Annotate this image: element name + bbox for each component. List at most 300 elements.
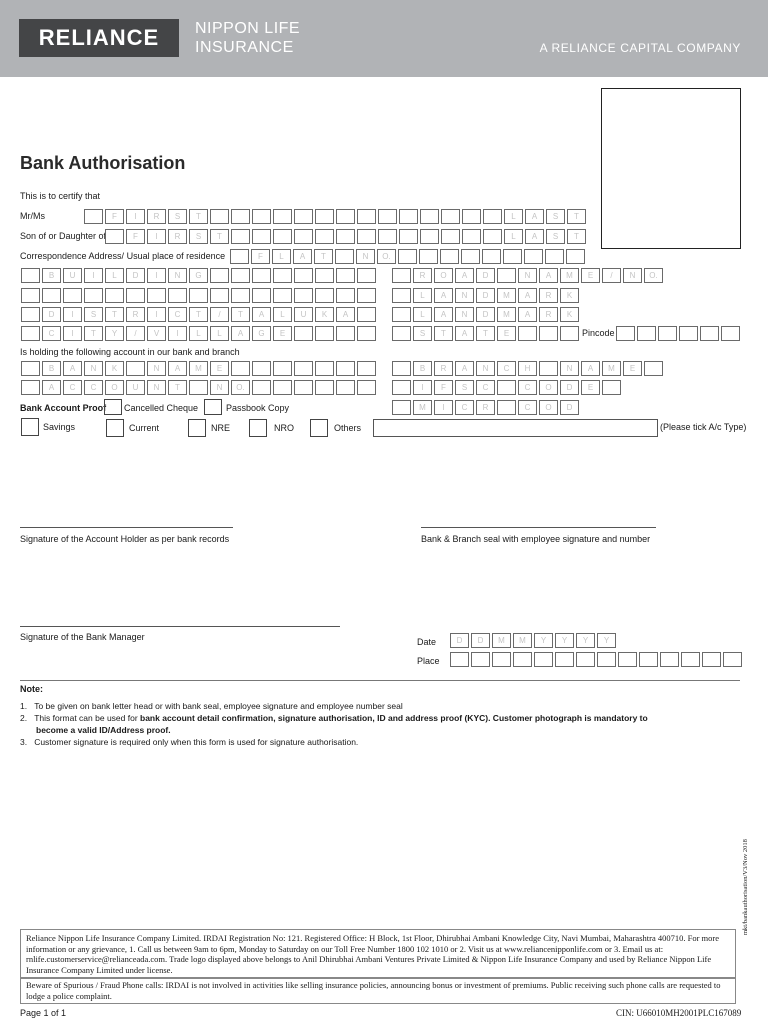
char-box[interactable] — [399, 229, 418, 244]
char-box[interactable]: Y — [576, 633, 595, 648]
char-box[interactable]: R — [434, 361, 453, 376]
char-box[interactable]: M — [497, 288, 516, 303]
char-box[interactable]: T — [189, 209, 208, 224]
char-box[interactable] — [252, 229, 271, 244]
char-box[interactable]: E — [581, 268, 600, 283]
ifsc-code-boxes[interactable] — [392, 380, 623, 395]
char-box[interactable]: T — [84, 326, 103, 341]
char-box[interactable]: N — [210, 380, 229, 395]
char-box[interactable] — [602, 380, 621, 395]
seal-line[interactable] — [421, 527, 656, 528]
char-box[interactable] — [419, 249, 438, 264]
char-box[interactable] — [378, 209, 397, 224]
char-box[interactable] — [392, 400, 411, 415]
cancelled-cheque-checkbox[interactable] — [104, 399, 122, 415]
char-box[interactable] — [392, 326, 411, 341]
char-box[interactable] — [723, 652, 742, 667]
char-box[interactable] — [440, 249, 459, 264]
char-box[interactable]: S — [189, 229, 208, 244]
char-box[interactable]: R — [126, 307, 145, 322]
char-box[interactable]: V — [147, 326, 166, 341]
char-box[interactable]: I — [434, 400, 453, 415]
char-box[interactable]: A — [434, 307, 453, 322]
char-box[interactable] — [336, 361, 355, 376]
char-box[interactable] — [231, 268, 250, 283]
char-box[interactable]: T — [168, 380, 187, 395]
char-box[interactable] — [357, 380, 376, 395]
char-box[interactable]: E — [581, 380, 600, 395]
char-box[interactable]: K — [560, 307, 579, 322]
char-box[interactable]: O — [434, 268, 453, 283]
landmark1-boxes[interactable] — [392, 288, 581, 303]
branch-name-boxes[interactable] — [392, 361, 665, 376]
char-box[interactable]: S — [84, 307, 103, 322]
char-box[interactable] — [315, 209, 334, 224]
char-box[interactable] — [357, 326, 376, 341]
char-box[interactable] — [21, 380, 40, 395]
parent-name-boxes[interactable] — [105, 229, 588, 244]
char-box[interactable]: D — [450, 633, 469, 648]
char-box[interactable]: E — [497, 326, 516, 341]
char-box[interactable]: L — [272, 249, 291, 264]
char-box[interactable]: D — [471, 633, 490, 648]
char-box[interactable] — [336, 268, 355, 283]
char-box[interactable]: F — [251, 249, 270, 264]
char-box[interactable]: L — [413, 288, 432, 303]
char-box[interactable] — [336, 326, 355, 341]
char-box[interactable] — [441, 229, 460, 244]
char-box[interactable]: C — [42, 326, 61, 341]
char-box[interactable]: D — [560, 380, 579, 395]
char-box[interactable] — [105, 288, 124, 303]
char-box[interactable] — [315, 326, 334, 341]
char-box[interactable] — [21, 288, 40, 303]
char-box[interactable] — [336, 380, 355, 395]
char-box[interactable] — [681, 652, 700, 667]
char-box[interactable]: N — [560, 361, 579, 376]
char-box[interactable]: M — [413, 400, 432, 415]
char-box[interactable]: R — [476, 400, 495, 415]
char-box[interactable] — [616, 326, 635, 341]
char-box[interactable] — [545, 249, 564, 264]
char-box[interactable] — [539, 361, 558, 376]
char-box[interactable]: A — [518, 288, 537, 303]
char-box[interactable]: M — [513, 633, 532, 648]
char-box[interactable] — [618, 652, 637, 667]
char-box[interactable]: C — [168, 307, 187, 322]
char-box[interactable] — [398, 249, 417, 264]
char-box[interactable] — [147, 288, 166, 303]
char-box[interactable]: N — [476, 361, 495, 376]
char-box[interactable] — [357, 288, 376, 303]
char-box[interactable]: L — [189, 326, 208, 341]
char-box[interactable] — [378, 229, 397, 244]
char-box[interactable]: K — [105, 361, 124, 376]
char-box[interactable]: L — [210, 326, 229, 341]
char-box[interactable] — [294, 268, 313, 283]
char-box[interactable]: A — [455, 361, 474, 376]
char-box[interactable]: M — [492, 633, 511, 648]
char-box[interactable] — [273, 380, 292, 395]
char-box[interactable] — [392, 268, 411, 283]
char-box[interactable] — [441, 209, 460, 224]
char-box[interactable]: A — [525, 209, 544, 224]
char-box[interactable]: B — [42, 268, 61, 283]
char-box[interactable]: A — [525, 229, 544, 244]
char-box[interactable]: A — [231, 326, 250, 341]
char-box[interactable] — [21, 307, 40, 322]
char-box[interactable] — [336, 209, 355, 224]
char-box[interactable] — [450, 652, 469, 667]
char-box[interactable]: N — [518, 268, 537, 283]
char-box[interactable] — [462, 229, 481, 244]
char-box[interactable] — [335, 249, 354, 264]
char-box[interactable]: G — [189, 268, 208, 283]
char-box[interactable]: Y — [597, 633, 616, 648]
char-box[interactable]: N — [623, 268, 642, 283]
char-box[interactable] — [84, 209, 103, 224]
char-box[interactable] — [399, 209, 418, 224]
micr-code-boxes[interactable] — [392, 400, 581, 415]
char-box[interactable]: Y — [105, 326, 124, 341]
char-box[interactable]: S — [413, 326, 432, 341]
char-box[interactable]: C — [476, 380, 495, 395]
char-box[interactable]: S — [455, 380, 474, 395]
char-box[interactable]: I — [126, 209, 145, 224]
char-box[interactable]: N — [356, 249, 375, 264]
char-box[interactable] — [658, 326, 677, 341]
bank-name-boxes[interactable] — [21, 361, 378, 376]
char-box[interactable]: Y — [534, 633, 553, 648]
char-box[interactable] — [294, 288, 313, 303]
char-box[interactable]: T — [434, 326, 453, 341]
char-box[interactable]: T — [189, 307, 208, 322]
char-box[interactable]: R — [539, 288, 558, 303]
char-box[interactable] — [637, 326, 656, 341]
char-box[interactable]: C — [63, 380, 82, 395]
char-box[interactable]: T — [314, 249, 333, 264]
char-box[interactable]: M — [497, 307, 516, 322]
char-box[interactable]: I — [63, 307, 82, 322]
char-box[interactable]: A — [293, 249, 312, 264]
char-box[interactable]: L — [504, 229, 523, 244]
char-box[interactable]: T — [567, 229, 586, 244]
char-box[interactable] — [357, 268, 376, 283]
char-box[interactable]: D — [42, 307, 61, 322]
char-box[interactable]: B — [42, 361, 61, 376]
char-box[interactable]: N — [147, 380, 166, 395]
char-box[interactable]: S — [546, 229, 565, 244]
char-box[interactable] — [21, 268, 40, 283]
char-box[interactable] — [392, 307, 411, 322]
char-box[interactable] — [420, 209, 439, 224]
address-flat-boxes[interactable] — [230, 249, 587, 264]
char-box[interactable]: R — [168, 229, 187, 244]
char-box[interactable]: B — [413, 361, 432, 376]
char-box[interactable]: K — [560, 288, 579, 303]
char-box[interactable] — [273, 229, 292, 244]
char-box[interactable]: O — [539, 380, 558, 395]
others-input[interactable] — [373, 419, 658, 437]
char-box[interactable] — [294, 229, 313, 244]
char-box[interactable] — [482, 249, 501, 264]
nro-label: NRO — [274, 423, 294, 433]
pincode-boxes[interactable] — [616, 326, 742, 341]
char-box[interactable]: R — [413, 268, 432, 283]
char-box[interactable]: C — [518, 380, 537, 395]
state-boxes[interactable] — [392, 326, 581, 341]
char-box[interactable]: Y — [555, 633, 574, 648]
city-boxes[interactable] — [21, 326, 378, 341]
char-box[interactable] — [660, 652, 679, 667]
char-box[interactable]: A — [539, 268, 558, 283]
char-box[interactable] — [126, 288, 145, 303]
char-box[interactable]: A — [252, 307, 271, 322]
char-box[interactable] — [315, 361, 334, 376]
char-box[interactable]: C — [518, 400, 537, 415]
char-box[interactable] — [483, 209, 502, 224]
char-box[interactable]: A — [42, 380, 61, 395]
date-boxes[interactable] — [450, 633, 618, 648]
char-box[interactable] — [462, 209, 481, 224]
char-box[interactable]: A — [455, 326, 474, 341]
char-box[interactable] — [503, 249, 522, 264]
char-box[interactable]: C — [497, 361, 516, 376]
char-box[interactable] — [252, 288, 271, 303]
char-box[interactable] — [252, 380, 271, 395]
char-box[interactable] — [63, 288, 82, 303]
char-box[interactable]: H — [518, 361, 537, 376]
char-box[interactable] — [513, 652, 532, 667]
char-box[interactable]: A — [455, 268, 474, 283]
char-box[interactable]: R — [539, 307, 558, 322]
nro-checkbox[interactable] — [249, 419, 267, 437]
char-box[interactable] — [392, 380, 411, 395]
char-box[interactable]: S — [546, 209, 565, 224]
char-box[interactable]: T — [231, 307, 250, 322]
char-box[interactable]: N — [168, 268, 187, 283]
char-box[interactable] — [560, 326, 579, 341]
current-checkbox[interactable] — [106, 419, 124, 437]
char-box[interactable] — [555, 652, 574, 667]
char-box[interactable] — [189, 380, 208, 395]
char-box[interactable] — [252, 268, 271, 283]
char-box[interactable] — [336, 229, 355, 244]
char-box[interactable]: O — [105, 380, 124, 395]
char-box[interactable]: U — [294, 307, 313, 322]
char-box[interactable]: M — [602, 361, 621, 376]
char-box[interactable] — [721, 326, 740, 341]
char-box[interactable] — [273, 288, 292, 303]
char-box[interactable] — [315, 288, 334, 303]
char-box[interactable] — [420, 229, 439, 244]
place-boxes[interactable] — [450, 652, 744, 667]
char-box[interactable] — [702, 652, 721, 667]
char-box[interactable]: F — [126, 229, 145, 244]
char-box[interactable] — [21, 361, 40, 376]
char-box[interactable] — [539, 326, 558, 341]
char-box[interactable] — [315, 268, 334, 283]
char-box[interactable]: A — [518, 307, 537, 322]
char-box[interactable] — [210, 209, 229, 224]
char-box[interactable]: A — [63, 361, 82, 376]
char-box[interactable]: L — [105, 268, 124, 283]
char-box[interactable]: A — [336, 307, 355, 322]
name-boxes[interactable] — [84, 209, 588, 224]
char-box[interactable]: T — [210, 229, 229, 244]
char-box[interactable] — [126, 361, 145, 376]
char-box[interactable]: U — [63, 268, 82, 283]
char-box[interactable] — [357, 361, 376, 376]
char-box[interactable]: A — [581, 361, 600, 376]
char-box[interactable]: I — [413, 380, 432, 395]
char-box[interactable]: T — [476, 326, 495, 341]
char-box[interactable] — [42, 288, 61, 303]
char-box[interactable] — [566, 249, 585, 264]
manager-signature-line[interactable] — [20, 626, 340, 627]
char-box[interactable] — [273, 209, 292, 224]
char-box[interactable]: D — [476, 268, 495, 283]
char-box[interactable] — [524, 249, 543, 264]
char-box[interactable] — [497, 268, 516, 283]
char-box[interactable]: G — [252, 326, 271, 341]
char-box[interactable]: L — [273, 307, 292, 322]
char-box[interactable]: O. — [377, 249, 396, 264]
char-box[interactable]: / — [126, 326, 145, 341]
char-box[interactable] — [461, 249, 480, 264]
char-box[interactable] — [273, 361, 292, 376]
address-road-boxes[interactable] — [392, 268, 665, 283]
char-box[interactable] — [357, 209, 376, 224]
char-box[interactable] — [336, 288, 355, 303]
char-box[interactable]: I — [147, 229, 166, 244]
char-box[interactable]: L — [413, 307, 432, 322]
char-box[interactable]: M — [189, 361, 208, 376]
char-box[interactable] — [483, 229, 502, 244]
char-box[interactable] — [639, 652, 658, 667]
char-box[interactable] — [597, 652, 616, 667]
char-box[interactable]: N — [455, 307, 474, 322]
char-box[interactable] — [392, 288, 411, 303]
char-box[interactable]: I — [84, 268, 103, 283]
char-box[interactable]: C — [84, 380, 103, 395]
char-box[interactable]: N — [455, 288, 474, 303]
char-box[interactable] — [497, 380, 516, 395]
char-box[interactable]: E — [210, 361, 229, 376]
char-box[interactable] — [679, 326, 698, 341]
landmark2-boxes[interactable] — [392, 307, 581, 322]
address-line2-boxes[interactable] — [21, 288, 378, 303]
char-box[interactable]: N — [147, 361, 166, 376]
char-box[interactable] — [392, 361, 411, 376]
char-box[interactable] — [84, 288, 103, 303]
char-box[interactable]: D — [476, 307, 495, 322]
char-box[interactable] — [252, 209, 271, 224]
address-building-boxes[interactable] — [21, 268, 378, 283]
char-box[interactable]: I — [147, 307, 166, 322]
char-box[interactable]: C — [455, 400, 474, 415]
char-box[interactable] — [294, 209, 313, 224]
char-box[interactable] — [105, 229, 124, 244]
char-box[interactable]: L — [504, 209, 523, 224]
brand-line2: INSURANCE — [195, 39, 294, 56]
char-box[interactable] — [168, 288, 187, 303]
char-box[interactable] — [315, 229, 334, 244]
char-box[interactable] — [252, 361, 271, 376]
char-box[interactable]: D — [126, 268, 145, 283]
char-box[interactable]: F — [434, 380, 453, 395]
holder-signature-line[interactable] — [20, 527, 233, 528]
char-box[interactable]: D — [476, 288, 495, 303]
char-box[interactable] — [315, 380, 334, 395]
savings-checkbox[interactable] — [21, 418, 39, 436]
account-number-boxes[interactable] — [21, 380, 378, 395]
char-box[interactable] — [471, 652, 490, 667]
passbook-checkbox[interactable] — [204, 399, 222, 415]
char-box[interactable] — [534, 652, 553, 667]
char-box[interactable] — [189, 288, 208, 303]
char-box[interactable]: I — [63, 326, 82, 341]
char-box[interactable]: O. — [644, 268, 663, 283]
char-box[interactable] — [210, 268, 229, 283]
char-box[interactable] — [497, 400, 516, 415]
nre-checkbox[interactable] — [188, 419, 206, 437]
char-box[interactable] — [357, 229, 376, 244]
char-box[interactable]: T — [105, 307, 124, 322]
char-box[interactable] — [231, 361, 250, 376]
char-box[interactable]: I — [147, 268, 166, 283]
others-checkbox[interactable] — [310, 419, 328, 437]
char-box[interactable] — [518, 326, 537, 341]
char-box[interactable] — [357, 307, 376, 322]
char-box[interactable] — [294, 326, 313, 341]
char-box[interactable]: O — [539, 400, 558, 415]
char-box[interactable]: K — [315, 307, 334, 322]
char-box[interactable]: I — [168, 326, 187, 341]
char-box[interactable] — [492, 652, 511, 667]
char-box[interactable]: M — [560, 268, 579, 283]
char-box[interactable]: U — [126, 380, 145, 395]
char-box[interactable]: R — [147, 209, 166, 224]
char-box[interactable]: A — [168, 361, 187, 376]
char-box[interactable]: E — [273, 326, 292, 341]
char-box[interactable]: N — [84, 361, 103, 376]
char-box[interactable]: / — [602, 268, 621, 283]
char-box[interactable] — [700, 326, 719, 341]
char-box[interactable] — [231, 229, 250, 244]
char-box[interactable]: E — [623, 361, 642, 376]
char-box[interactable] — [294, 380, 313, 395]
char-box[interactable] — [230, 249, 249, 264]
char-box[interactable]: A — [434, 288, 453, 303]
char-box[interactable] — [644, 361, 663, 376]
char-box[interactable] — [576, 652, 595, 667]
char-box[interactable] — [231, 209, 250, 224]
char-box[interactable]: O. — [231, 380, 250, 395]
photo-box[interactable] — [601, 88, 741, 249]
char-box[interactable] — [273, 268, 292, 283]
char-box[interactable]: D — [560, 400, 579, 415]
char-box[interactable] — [210, 288, 229, 303]
char-box[interactable]: T — [567, 209, 586, 224]
char-box[interactable] — [21, 326, 40, 341]
char-box[interactable]: / — [210, 307, 229, 322]
char-box[interactable]: F — [105, 209, 124, 224]
char-box[interactable] — [294, 361, 313, 376]
char-box[interactable] — [231, 288, 250, 303]
char-box[interactable]: S — [168, 209, 187, 224]
district-boxes[interactable] — [21, 307, 378, 322]
